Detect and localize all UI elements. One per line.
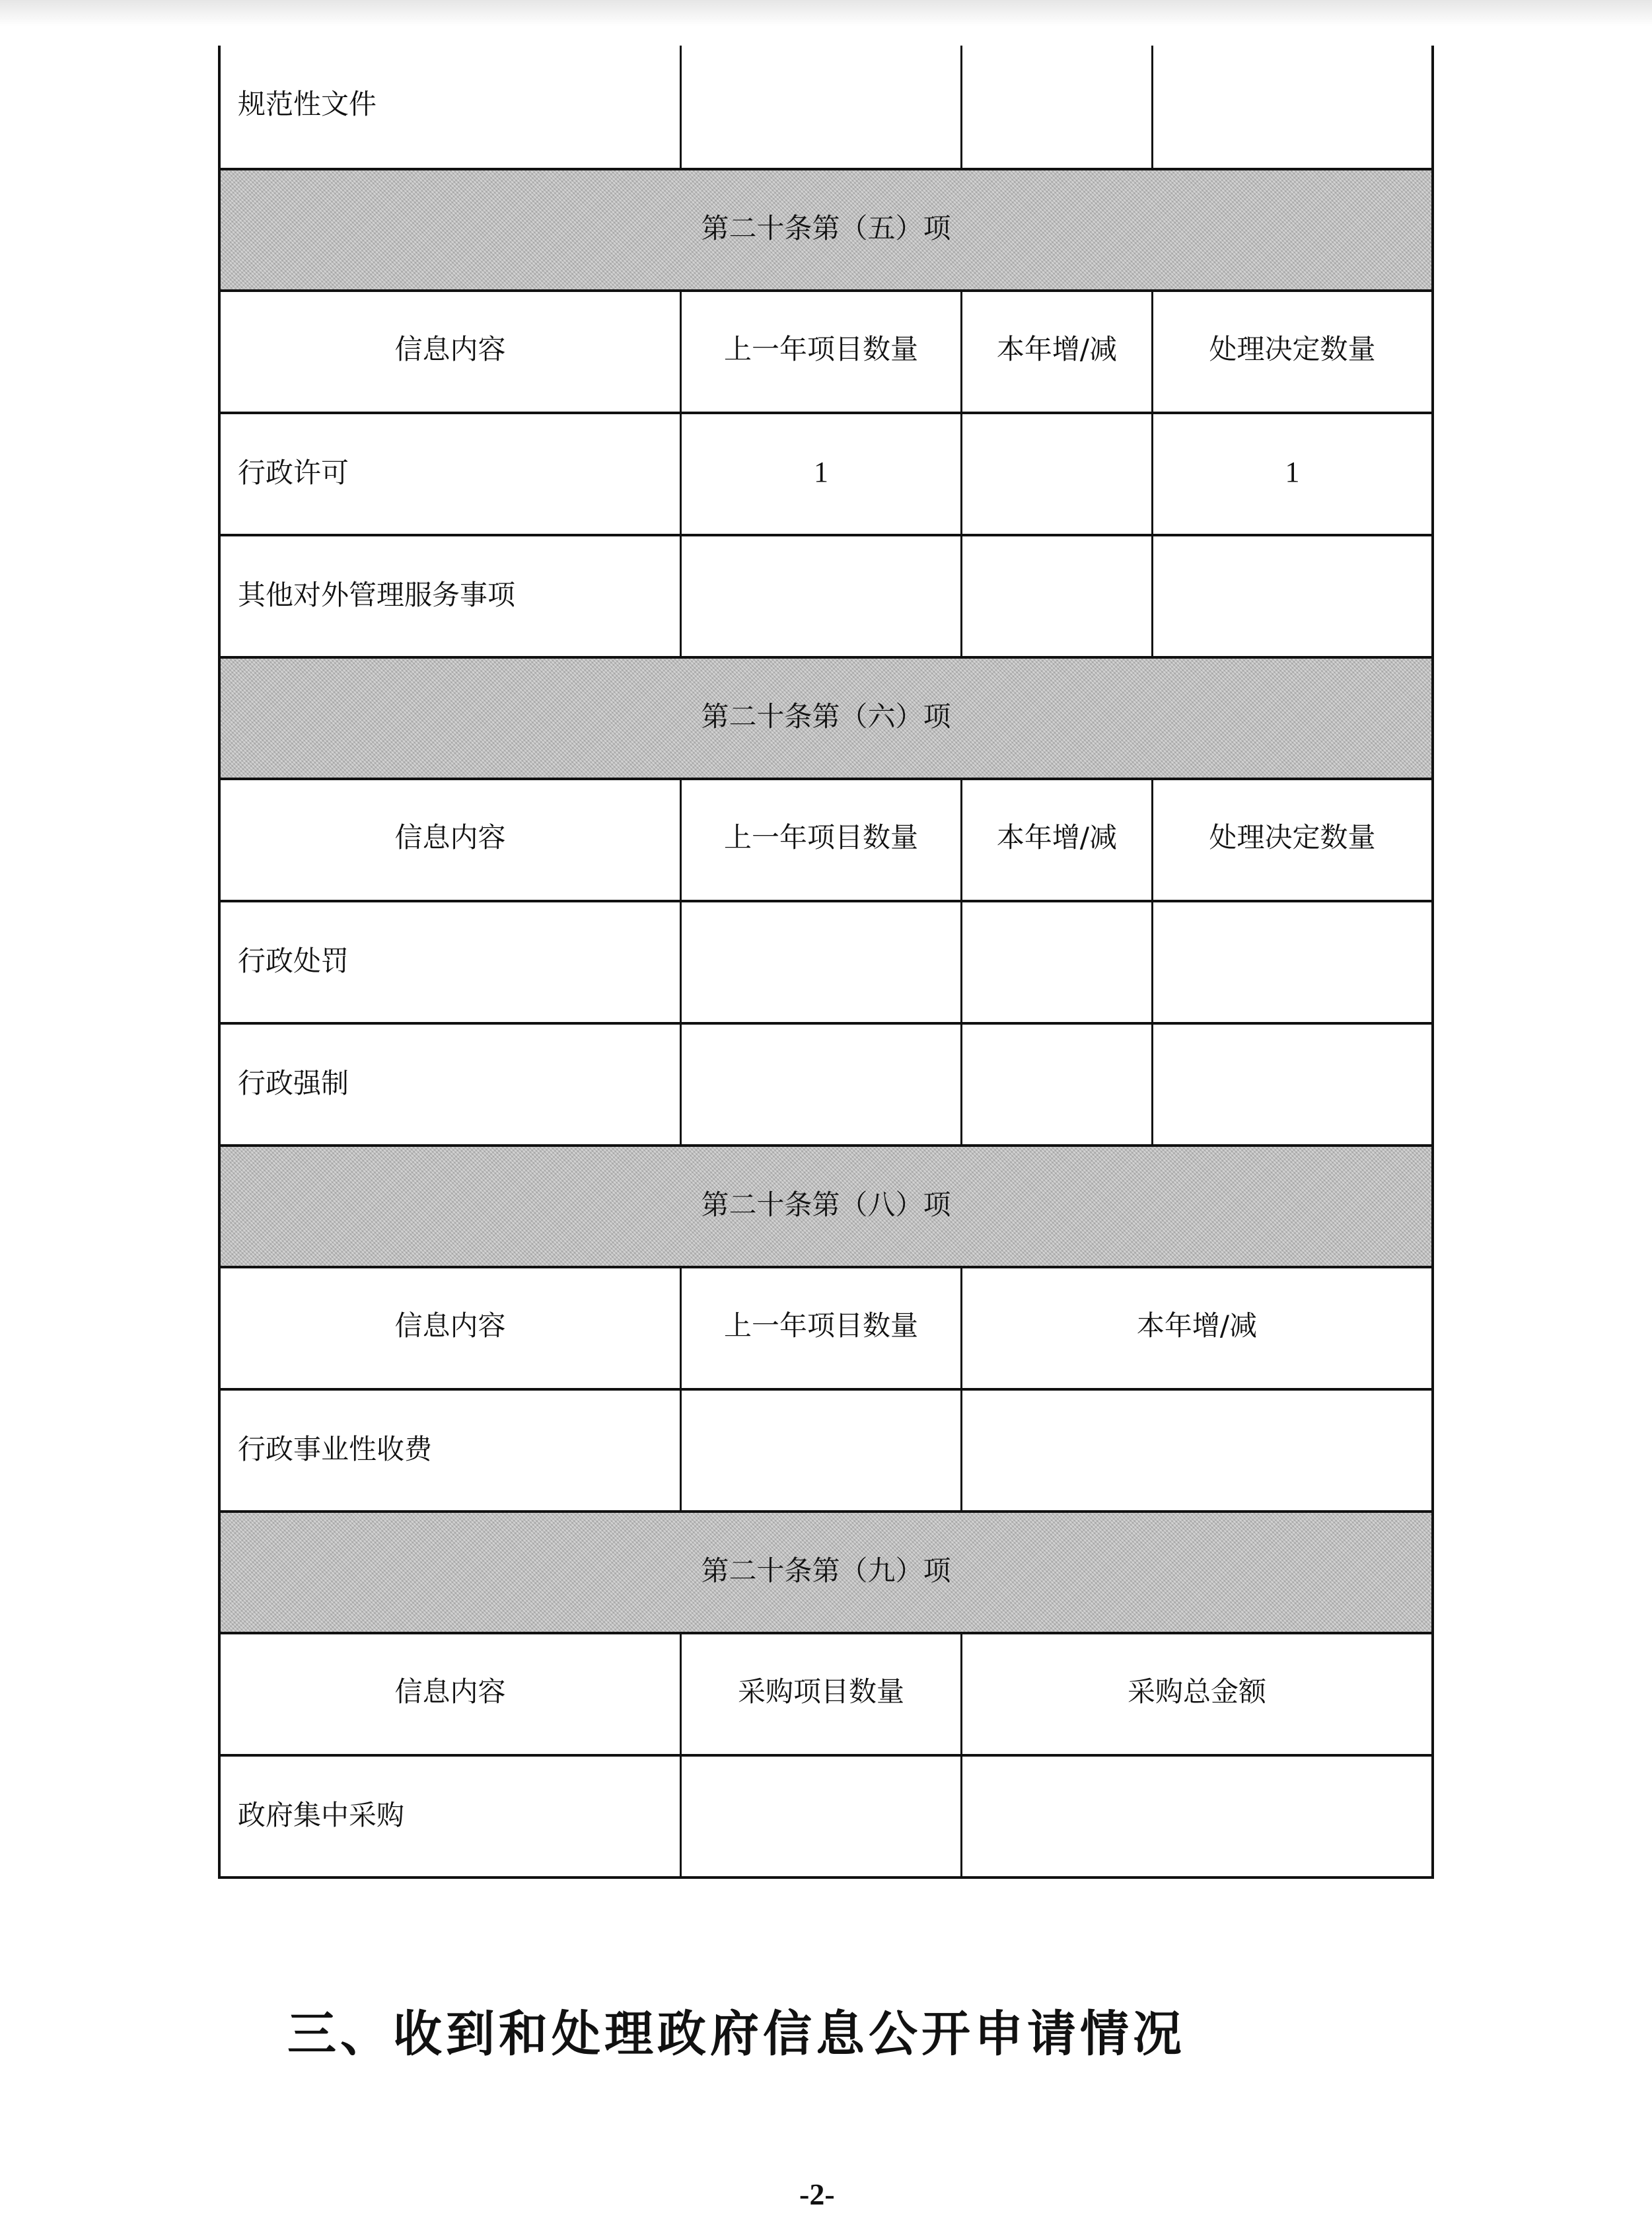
table-row — [221, 1388, 1431, 1510]
cell-value: 1 — [680, 414, 960, 534]
row-label: 行政强制 — [238, 1067, 349, 1099]
cell-value — [680, 1391, 960, 1510]
column-header: 上一年项目数量 — [680, 780, 960, 900]
section-title-9: 第二十条第（九）项 — [221, 1510, 1431, 1632]
cell-value — [680, 902, 960, 1022]
cell-value — [960, 46, 1151, 168]
table-row — [221, 1022, 1431, 1144]
header-row — [221, 1632, 1431, 1754]
cell-value: 1 — [1151, 414, 1431, 534]
header-row — [221, 778, 1431, 900]
row-label: 行政处罚 — [238, 945, 349, 977]
cell-value — [960, 536, 1151, 656]
cell-value — [1151, 536, 1431, 656]
row-label: 其他对外管理服务事项 — [238, 579, 516, 611]
cell-value — [960, 1757, 1431, 1876]
row-label: 规范性文件 — [238, 88, 377, 120]
row-label: 政府集中采购 — [238, 1799, 405, 1831]
column-header: 上一年项目数量 — [680, 1268, 960, 1388]
column-header: 本年增/减 — [960, 1268, 1431, 1388]
table-row — [221, 46, 1431, 168]
cell-value — [960, 902, 1151, 1022]
column-header: 信息内容 — [394, 1309, 506, 1342]
section-heading: 三、收到和处理政府信息公开申请情况 — [287, 2006, 1186, 2062]
table-row — [221, 412, 1431, 534]
row-label: 行政事业性收费 — [238, 1433, 433, 1465]
cell-value — [960, 414, 1151, 534]
section-title-8: 第二十条第（八）项 — [221, 1144, 1431, 1266]
column-header: 处理决定数量 — [1151, 292, 1431, 412]
cell-value — [1151, 1025, 1431, 1144]
column-header: 处理决定数量 — [1151, 780, 1431, 900]
table-row — [221, 534, 1431, 656]
cell-value — [680, 536, 960, 656]
cell-value — [960, 1391, 1431, 1510]
scan-edge-shadow — [0, 0, 1652, 26]
header-row — [221, 1266, 1431, 1388]
column-header: 信息内容 — [394, 333, 506, 365]
row-label: 行政许可 — [238, 456, 349, 489]
column-header: 信息内容 — [394, 821, 506, 854]
cell-value — [960, 1025, 1151, 1144]
column-header: 本年增/减 — [960, 292, 1151, 412]
header-row — [221, 289, 1431, 412]
column-header: 采购总金额 — [960, 1634, 1431, 1754]
column-header: 本年增/减 — [960, 780, 1151, 900]
cell-value — [1151, 902, 1431, 1022]
cell-value — [680, 46, 960, 168]
page-number: -2- — [799, 2177, 835, 2211]
cell-value — [1151, 46, 1431, 168]
cell-value — [680, 1025, 960, 1144]
table-row — [221, 900, 1431, 1022]
column-header: 上一年项目数量 — [680, 292, 960, 412]
column-header: 信息内容 — [394, 1675, 506, 1708]
section-title-5: 第二十条第（五）项 — [221, 168, 1431, 289]
disclosure-table — [218, 46, 1434, 1879]
cell-value — [680, 1757, 960, 1876]
section-title-6: 第二十条第（六）项 — [221, 656, 1431, 778]
column-header: 采购项目数量 — [680, 1634, 960, 1754]
table-row — [221, 1754, 1431, 1876]
